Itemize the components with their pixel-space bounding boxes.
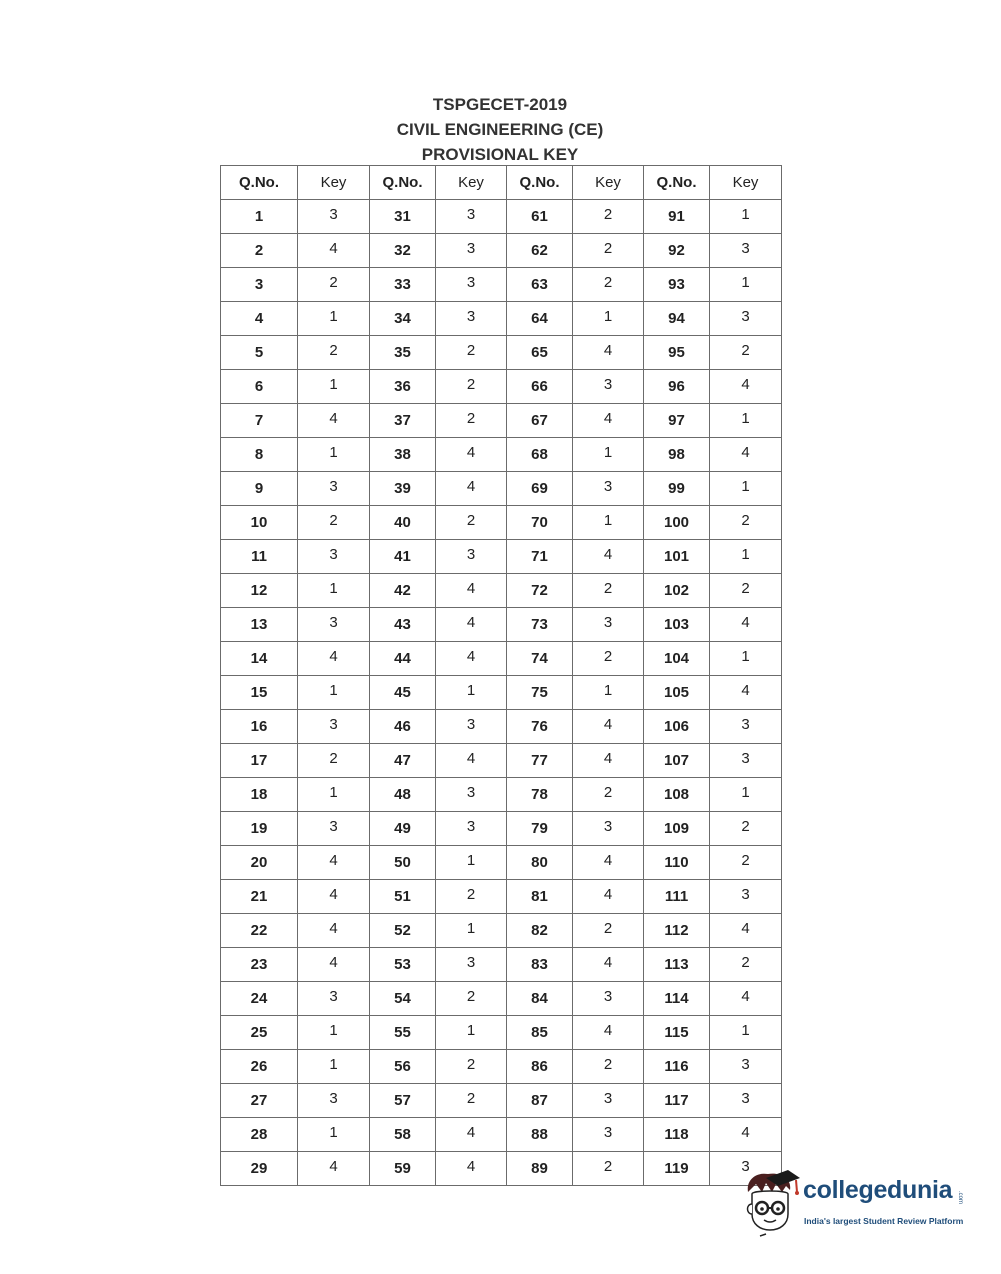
table-row [221,914,782,948]
answer-key-cell: 3 [573,370,644,404]
question-number-cell: 95 [644,336,710,370]
question-number-cell: 34 [370,302,436,336]
question-number-cell: 118 [644,1118,710,1152]
question-number-cell: 111 [644,880,710,914]
question-number-cell: 105 [644,676,710,710]
question-number-cell: 4 [221,302,298,336]
answer-key-cell: 3 [298,812,370,846]
brand-domain: .com [957,1191,963,1205]
subject-title: CIVIL ENGINEERING (CE) [396,120,604,139]
answer-key-cell: 1 [298,778,370,812]
table-row [221,540,782,574]
answer-key-cell: 4 [710,914,782,948]
answer-key-cell: 3 [436,234,507,268]
question-number-cell: 56 [370,1050,436,1084]
question-number-cell: 93 [644,268,710,302]
question-number-cell: 52 [370,914,436,948]
answer-key-cell: 3 [298,1084,370,1118]
table-row [221,268,782,302]
answer-key-cell: 3 [573,1084,644,1118]
answer-key-cell: 3 [710,1152,782,1186]
question-number-cell: 43 [370,608,436,642]
mascot-icon [740,1168,802,1238]
question-number-cell: 89 [507,1152,573,1186]
answer-key-body [221,200,782,1186]
answer-key-cell: 1 [573,302,644,336]
table-row [221,846,782,880]
question-number-cell: 71 [507,540,573,574]
question-number-cell: 27 [221,1084,298,1118]
answer-key-cell: 1 [710,1016,782,1050]
answer-key-cell: 2 [710,574,782,608]
answer-key-cell: 3 [573,1118,644,1152]
question-number-cell: 70 [507,506,573,540]
question-number-cell: 54 [370,982,436,1016]
answer-key-cell: 1 [436,914,507,948]
question-number-cell: 31 [370,200,436,234]
answer-key-cell: 1 [710,778,782,812]
question-number-cell: 14 [221,642,298,676]
answer-key-cell: 4 [710,370,782,404]
answer-key-cell: 4 [436,608,507,642]
question-number-cell: 77 [507,744,573,778]
question-number-cell: 50 [370,846,436,880]
question-number-cell: 55 [370,1016,436,1050]
question-number-cell: 16 [221,710,298,744]
answer-key-cell: 3 [573,608,644,642]
table-row [221,608,782,642]
answer-key-cell: 4 [436,642,507,676]
header-row [221,166,782,200]
answer-key-cell: 2 [710,812,782,846]
answer-key-cell: 2 [573,778,644,812]
question-number-cell: 21 [221,880,298,914]
answer-key-cell: 2 [710,336,782,370]
answer-key-cell: 2 [298,744,370,778]
collegedunia-watermark [740,1168,980,1238]
question-number-cell: 32 [370,234,436,268]
question-number-cell: 12 [221,574,298,608]
answer-key-cell: 2 [436,1050,507,1084]
question-number-cell: 9 [221,472,298,506]
table-row [221,948,782,982]
question-number-cell: 80 [507,846,573,880]
key-title: PROVISIONAL KEY [421,145,579,164]
answer-key-cell: 1 [298,1118,370,1152]
question-number-cell: 37 [370,404,436,438]
answer-key-cell: 1 [298,370,370,404]
column-header-qno: Q.No. [507,166,573,200]
answer-key-cell: 4 [710,676,782,710]
answer-key-cell: 2 [710,846,782,880]
answer-key-cell: 2 [573,914,644,948]
answer-key-cell: 1 [710,200,782,234]
answer-key-cell: 1 [573,676,644,710]
answer-key-cell: 3 [298,710,370,744]
question-number-cell: 63 [507,268,573,302]
answer-key-cell: 2 [710,948,782,982]
answer-key-cell: 3 [710,880,782,914]
answer-key-cell: 2 [573,268,644,302]
column-header-qno: Q.No. [644,166,710,200]
question-number-cell: 88 [507,1118,573,1152]
answer-key-cell: 3 [436,948,507,982]
question-number-cell: 106 [644,710,710,744]
question-number-cell: 29 [221,1152,298,1186]
question-number-cell: 86 [507,1050,573,1084]
table-row [221,1050,782,1084]
table-row [221,404,782,438]
answer-key-cell: 3 [436,540,507,574]
answer-key-cell: 2 [436,982,507,1016]
question-number-cell: 2 [221,234,298,268]
question-number-cell: 59 [370,1152,436,1186]
question-number-cell: 116 [644,1050,710,1084]
question-number-cell: 41 [370,540,436,574]
question-number-cell: 102 [644,574,710,608]
table-row [221,676,782,710]
question-number-cell: 13 [221,608,298,642]
question-number-cell: 42 [370,574,436,608]
question-number-cell: 22 [221,914,298,948]
question-number-cell: 107 [644,744,710,778]
question-number-cell: 10 [221,506,298,540]
table-row [221,438,782,472]
table-row [221,234,782,268]
question-number-cell: 61 [507,200,573,234]
answer-key-cell: 3 [573,812,644,846]
answer-key-cell: 1 [436,846,507,880]
table-row [221,880,782,914]
question-number-cell: 91 [644,200,710,234]
answer-key-cell: 1 [710,642,782,676]
table-row [221,506,782,540]
question-number-cell: 64 [507,302,573,336]
answer-key-cell: 2 [436,370,507,404]
answer-key-cell: 4 [573,948,644,982]
question-number-cell: 79 [507,812,573,846]
answer-key-cell: 2 [573,642,644,676]
answer-key-cell: 1 [710,268,782,302]
question-number-cell: 94 [644,302,710,336]
question-number-cell: 98 [644,438,710,472]
answer-key-cell: 1 [573,506,644,540]
answer-key-cell: 4 [436,744,507,778]
column-header-qno: Q.No. [221,166,298,200]
question-number-cell: 33 [370,268,436,302]
answer-key-cell: 3 [710,1050,782,1084]
answer-key-cell: 3 [710,710,782,744]
answer-key-table-container [220,165,780,1177]
question-number-cell: 40 [370,506,436,540]
answer-key-cell: 1 [298,574,370,608]
question-number-cell: 20 [221,846,298,880]
table-row [221,472,782,506]
question-number-cell: 47 [370,744,436,778]
table-row [221,744,782,778]
question-number-cell: 75 [507,676,573,710]
table-row [221,710,782,744]
answer-key-cell: 3 [298,200,370,234]
answer-key-cell: 2 [573,1152,644,1186]
question-number-cell: 51 [370,880,436,914]
answer-key-cell: 4 [298,234,370,268]
answer-key-cell: 3 [573,472,644,506]
question-number-cell: 11 [221,540,298,574]
answer-key-cell: 3 [710,744,782,778]
answer-key-cell: 4 [436,472,507,506]
document-title-block [220,92,780,167]
answer-key-cell: 4 [573,1016,644,1050]
answer-key-cell: 2 [573,200,644,234]
question-number-cell: 44 [370,642,436,676]
answer-key-cell: 1 [710,540,782,574]
question-number-cell: 57 [370,1084,436,1118]
answer-key-cell: 3 [298,982,370,1016]
table-row [221,336,782,370]
question-number-cell: 46 [370,710,436,744]
question-number-cell: 1 [221,200,298,234]
answer-key-cell: 2 [436,506,507,540]
question-number-cell: 38 [370,438,436,472]
answer-key-cell: 1 [298,438,370,472]
table-row [221,812,782,846]
question-number-cell: 28 [221,1118,298,1152]
question-number-cell: 35 [370,336,436,370]
answer-key-cell: 2 [573,574,644,608]
answer-key-cell: 3 [710,302,782,336]
column-header-key: Key [710,166,782,200]
answer-key-cell: 1 [573,438,644,472]
answer-key-cell: 3 [436,302,507,336]
answer-key-cell: 4 [710,1118,782,1152]
answer-key-cell: 4 [436,1118,507,1152]
question-number-cell: 82 [507,914,573,948]
question-number-cell: 108 [644,778,710,812]
answer-key-cell: 2 [298,336,370,370]
question-number-cell: 76 [507,710,573,744]
question-number-cell: 53 [370,948,436,982]
question-number-cell: 18 [221,778,298,812]
question-number-cell: 99 [644,472,710,506]
question-number-cell: 85 [507,1016,573,1050]
question-number-cell: 8 [221,438,298,472]
answer-key-cell: 3 [298,472,370,506]
question-number-cell: 45 [370,676,436,710]
question-number-cell: 83 [507,948,573,982]
answer-key-cell: 4 [710,438,782,472]
question-number-cell: 92 [644,234,710,268]
answer-key-cell: 4 [436,1152,507,1186]
question-number-cell: 65 [507,336,573,370]
table-row [221,302,782,336]
answer-key-cell: 4 [573,336,644,370]
question-number-cell: 114 [644,982,710,1016]
answer-key-cell: 2 [298,506,370,540]
question-number-cell: 113 [644,948,710,982]
table-row [221,642,782,676]
question-number-cell: 109 [644,812,710,846]
question-number-cell: 115 [644,1016,710,1050]
question-number-cell: 17 [221,744,298,778]
table-row [221,574,782,608]
table-row [221,1016,782,1050]
question-number-cell: 36 [370,370,436,404]
question-number-cell: 62 [507,234,573,268]
answer-key-cell: 2 [573,234,644,268]
question-number-cell: 23 [221,948,298,982]
answer-key-cell: 4 [573,744,644,778]
table-row [221,1152,782,1186]
column-header-key: Key [436,166,507,200]
question-number-cell: 69 [507,472,573,506]
question-number-cell: 15 [221,676,298,710]
column-header-key: Key [298,166,370,200]
question-number-cell: 78 [507,778,573,812]
answer-key-cell: 3 [298,540,370,574]
question-number-cell: 49 [370,812,436,846]
question-number-cell: 5 [221,336,298,370]
table-row [221,982,782,1016]
answer-key-cell: 4 [573,846,644,880]
brand-tagline: India's largest Student Review Platform [804,1216,964,1226]
answer-key-cell: 4 [573,880,644,914]
question-number-cell: 84 [507,982,573,1016]
answer-key-cell: 1 [298,1050,370,1084]
question-number-cell: 117 [644,1084,710,1118]
question-number-cell: 100 [644,506,710,540]
answer-key-cell: 3 [573,982,644,1016]
question-number-cell: 26 [221,1050,298,1084]
answer-key-cell: 4 [436,574,507,608]
answer-key-cell: 4 [436,438,507,472]
question-number-cell: 87 [507,1084,573,1118]
question-number-cell: 25 [221,1016,298,1050]
answer-key-cell: 1 [298,302,370,336]
answer-key-cell: 4 [298,948,370,982]
answer-key-cell: 2 [436,404,507,438]
question-number-cell: 73 [507,608,573,642]
answer-key-cell: 2 [298,268,370,302]
answer-key-cell: 4 [298,880,370,914]
answer-key-cell: 4 [298,846,370,880]
answer-key-cell: 3 [710,234,782,268]
question-number-cell: 74 [507,642,573,676]
question-number-cell: 3 [221,268,298,302]
table-row [221,1084,782,1118]
answer-key-cell: 2 [710,506,782,540]
answer-key-cell: 3 [710,1084,782,1118]
question-number-cell: 110 [644,846,710,880]
question-number-cell: 112 [644,914,710,948]
answer-key-cell: 3 [436,268,507,302]
question-number-cell: 67 [507,404,573,438]
question-number-cell: 68 [507,438,573,472]
question-number-cell: 96 [644,370,710,404]
question-number-cell: 7 [221,404,298,438]
answer-key-cell: 2 [436,336,507,370]
answer-key-cell: 1 [298,1016,370,1050]
answer-key-cell: 2 [436,1084,507,1118]
column-header-key: Key [573,166,644,200]
answer-key-cell: 4 [298,1152,370,1186]
answer-key-cell: 4 [710,982,782,1016]
brand-name: collegedunia [803,1176,953,1204]
question-number-cell: 104 [644,642,710,676]
answer-key-cell: 2 [436,880,507,914]
question-number-cell: 58 [370,1118,436,1152]
table-row [221,370,782,404]
question-number-cell: 48 [370,778,436,812]
question-number-cell: 97 [644,404,710,438]
question-number-cell: 19 [221,812,298,846]
table-row [221,1118,782,1152]
answer-key-cell: 4 [298,642,370,676]
question-number-cell: 81 [507,880,573,914]
answer-key-cell: 3 [436,200,507,234]
answer-key-cell: 4 [298,404,370,438]
answer-key-cell: 4 [573,710,644,744]
answer-key-table [220,165,782,1186]
column-header-qno: Q.No. [370,166,436,200]
question-number-cell: 66 [507,370,573,404]
answer-key-cell: 1 [710,404,782,438]
answer-key-cell: 2 [573,1050,644,1084]
question-number-cell: 6 [221,370,298,404]
answer-key-cell: 1 [436,1016,507,1050]
answer-key-cell: 1 [710,472,782,506]
question-number-cell: 24 [221,982,298,1016]
answer-key-cell: 3 [436,812,507,846]
answer-key-cell: 3 [436,778,507,812]
table-row [221,778,782,812]
answer-key-cell: 1 [436,676,507,710]
answer-key-cell: 3 [298,608,370,642]
answer-key-cell: 4 [573,404,644,438]
question-number-cell: 101 [644,540,710,574]
table-row [221,200,782,234]
question-number-cell: 119 [644,1152,710,1186]
answer-key-cell: 4 [573,540,644,574]
exam-title: TSPGECET-2019 [432,95,568,114]
question-number-cell: 72 [507,574,573,608]
answer-key-cell: 3 [436,710,507,744]
answer-key-cell: 4 [298,914,370,948]
question-number-cell: 103 [644,608,710,642]
question-number-cell: 39 [370,472,436,506]
answer-key-cell: 1 [298,676,370,710]
answer-key-cell: 4 [710,608,782,642]
